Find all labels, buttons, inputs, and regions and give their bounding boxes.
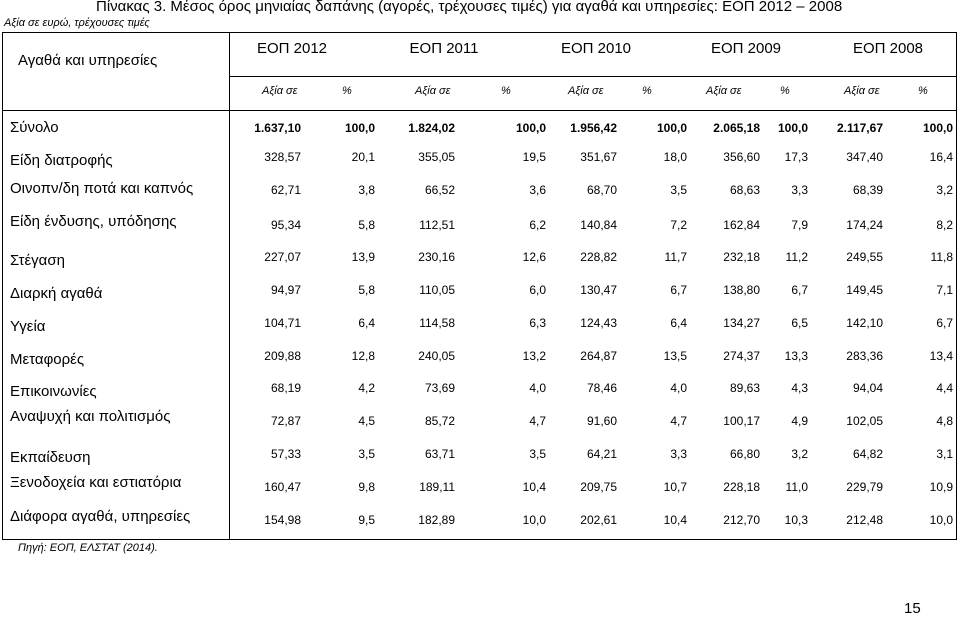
category-label: Αναψυχή και πολιτισμός bbox=[10, 408, 171, 425]
category-label: Επικοινωνίες bbox=[10, 383, 97, 400]
table-cell: 149,45 bbox=[846, 283, 883, 297]
total-cell: 1.637,10 bbox=[254, 121, 301, 135]
total-cell: 2.065,18 bbox=[713, 121, 760, 135]
table-cell: 64,21 bbox=[586, 447, 617, 461]
percent-subheader: % bbox=[342, 85, 352, 97]
table-cell: 13,3 bbox=[784, 349, 808, 363]
value-subheader: Αξία σε bbox=[415, 85, 451, 97]
total-cell: 100,0 bbox=[344, 121, 375, 135]
table-cell: 78,46 bbox=[586, 381, 617, 395]
table-cell: 283,36 bbox=[846, 349, 883, 363]
table-cell: 13,4 bbox=[929, 349, 953, 363]
table-cell: 72,87 bbox=[270, 414, 301, 428]
table-cell: 10,4 bbox=[663, 513, 687, 527]
table-cell: 6,7 bbox=[670, 283, 687, 297]
value-subheader: Αξία σε bbox=[568, 85, 604, 97]
table-cell: 3,1 bbox=[936, 447, 953, 461]
table-cell: 228,18 bbox=[723, 480, 760, 494]
table-cell: 13,9 bbox=[351, 250, 375, 264]
table-cell: 114,58 bbox=[419, 316, 455, 330]
category-label: Ξενοδοχεία και εστιατόρια bbox=[10, 474, 182, 491]
table-cell: 6,4 bbox=[670, 316, 687, 330]
table-cell: 240,05 bbox=[418, 349, 455, 363]
table-cell: 209,88 bbox=[264, 349, 301, 363]
table-cell: 142,10 bbox=[846, 316, 883, 330]
total-cell: 1.956,42 bbox=[570, 121, 617, 135]
table-cell: 3,2 bbox=[791, 447, 808, 461]
table-cell: 57,33 bbox=[270, 447, 301, 461]
table-cell: 4,5 bbox=[358, 414, 375, 428]
table-cell: 10,3 bbox=[784, 513, 808, 527]
table-cell: 9,5 bbox=[358, 513, 375, 527]
table-cell: 5,8 bbox=[358, 218, 375, 232]
table-cell: 95,34 bbox=[270, 218, 301, 232]
table-cell: 10,4 bbox=[522, 480, 546, 494]
table-cell: 8,2 bbox=[936, 218, 953, 232]
table-cell: 274,37 bbox=[723, 349, 760, 363]
table-cell: 351,67 bbox=[580, 150, 617, 164]
percent-subheader: % bbox=[780, 85, 790, 97]
table-cell: 209,75 bbox=[580, 480, 617, 494]
table-cell: 202,61 bbox=[580, 513, 617, 527]
table-cell: 18,0 bbox=[663, 150, 687, 164]
table-cell: 10,0 bbox=[522, 513, 546, 527]
year-header: ΕΟΠ 2012 bbox=[256, 40, 328, 57]
table-cell: 182,89 bbox=[418, 513, 455, 527]
table-cell: 134,27 bbox=[723, 316, 760, 330]
table-cell: 66,80 bbox=[729, 447, 760, 461]
category-label: Μεταφορές bbox=[10, 351, 85, 368]
table-cell: 11,2 bbox=[785, 250, 808, 264]
table-cell: 94,04 bbox=[852, 381, 883, 395]
table-cell: 6,4 bbox=[358, 316, 375, 330]
year-header: ΕΟΠ 2009 bbox=[710, 40, 782, 57]
table-cell: 3,3 bbox=[791, 183, 808, 197]
year-header: ΕΟΠ 2010 bbox=[560, 40, 632, 57]
table-cell: 6,7 bbox=[791, 283, 808, 297]
year-header: ΕΟΠ 2008 bbox=[852, 40, 924, 57]
table-cell: 264,87 bbox=[580, 349, 617, 363]
table-cell: 7,1 bbox=[936, 283, 953, 297]
table-cell: 3,6 bbox=[529, 183, 546, 197]
value-subheader: Αξία σε bbox=[262, 85, 298, 97]
table-cell: 68,39 bbox=[852, 183, 883, 197]
table-cell: 140,84 bbox=[580, 218, 617, 232]
table-cell: 3,5 bbox=[529, 447, 546, 461]
table-cell: 6,2 bbox=[529, 218, 546, 232]
category-label: Υγεία bbox=[10, 318, 46, 335]
value-subheader: Αξία σε bbox=[706, 85, 742, 97]
table-cell: 13,5 bbox=[663, 349, 687, 363]
table-cell: 124,43 bbox=[580, 316, 617, 330]
table-cell: 73,69 bbox=[424, 381, 455, 395]
table-cell: 7,9 bbox=[791, 218, 808, 232]
table-cell: 174,24 bbox=[846, 218, 883, 232]
table-title: Πίνακας 3. Μέσος όρος μηνιαίας δαπάνης (αγορές, τρέχουσες τιμές) για αγαθά και υπηρεσίες: ΕΟΠ 2012 – 2008 bbox=[96, 0, 843, 15]
table-cell: 3,5 bbox=[358, 447, 375, 461]
table-cell: 63,71 bbox=[424, 447, 455, 461]
table-cell: 154,98 bbox=[264, 513, 301, 527]
table-cell: 62,71 bbox=[270, 183, 301, 197]
table-cell: 11,8 bbox=[930, 250, 953, 264]
table-cell: 102,05 bbox=[846, 414, 883, 428]
table-cell: 130,47 bbox=[580, 283, 617, 297]
total-label: Σύνολο bbox=[10, 119, 59, 136]
table-cell: 227,07 bbox=[264, 250, 301, 264]
table-cell: 68,70 bbox=[586, 183, 617, 197]
category-label: Οινοπν/δη ποτά και καπνός bbox=[10, 180, 194, 197]
table-cell: 12,6 bbox=[522, 250, 546, 264]
table-cell: 347,40 bbox=[846, 150, 883, 164]
table-cell: 68,63 bbox=[729, 183, 760, 197]
category-label: Είδη ένδυσης, υπόδησης bbox=[10, 213, 177, 230]
year-header: ΕΟΠ 2011 bbox=[409, 40, 479, 57]
table-cell: 189,11 bbox=[419, 480, 455, 494]
table-cell: 4,0 bbox=[529, 381, 546, 395]
table-cell: 11,0 bbox=[785, 480, 808, 494]
table-cell: 100,17 bbox=[723, 414, 760, 428]
table-cell: 85,72 bbox=[424, 414, 455, 428]
table-cell: 3,5 bbox=[670, 183, 687, 197]
table-cell: 4,3 bbox=[791, 381, 808, 395]
table-cell: 19,5 bbox=[522, 150, 546, 164]
table-cell: 9,8 bbox=[358, 480, 375, 494]
category-label: Εκπαίδευση bbox=[10, 449, 91, 466]
table-cell: 10,0 bbox=[929, 513, 953, 527]
table-cell: 4,2 bbox=[358, 381, 375, 395]
percent-subheader: % bbox=[642, 85, 652, 97]
table-cell: 6,7 bbox=[936, 316, 953, 330]
table-cell: 3,8 bbox=[358, 183, 375, 197]
table-cell: 11,7 bbox=[664, 250, 687, 264]
table-cell: 13,2 bbox=[522, 349, 546, 363]
table-cell: 110,05 bbox=[419, 283, 455, 297]
table-cell: 6,5 bbox=[791, 316, 808, 330]
table-cell: 112,51 bbox=[419, 218, 455, 232]
table-cell: 328,57 bbox=[264, 150, 301, 164]
percent-subheader: % bbox=[918, 85, 928, 97]
category-label: Διαρκή αγαθά bbox=[10, 285, 103, 302]
table-cell: 68,19 bbox=[270, 381, 301, 395]
percent-subheader: % bbox=[501, 85, 511, 97]
table-cell: 4,7 bbox=[529, 414, 546, 428]
table-cell: 160,47 bbox=[264, 480, 301, 494]
table-cell: 64,82 bbox=[852, 447, 883, 461]
table-cell: 228,82 bbox=[580, 250, 617, 264]
total-cell: 2.117,67 bbox=[836, 121, 883, 135]
table-cell: 66,52 bbox=[424, 183, 455, 197]
table-cell: 104,71 bbox=[264, 316, 301, 330]
table-cell: 94,97 bbox=[270, 283, 301, 297]
table-cell: 249,55 bbox=[846, 250, 883, 264]
table-cell: 212,70 bbox=[723, 513, 760, 527]
category-label: Στέγαση bbox=[10, 252, 65, 269]
table-cell: 212,48 bbox=[846, 513, 883, 527]
table-cell: 20,1 bbox=[351, 150, 375, 164]
table-subtitle: Αξία σε ευρώ, τρέχουσες τιμές bbox=[4, 17, 150, 29]
row-header: Αγαθά και υπηρεσίες bbox=[18, 52, 158, 69]
value-subheader: Αξία σε bbox=[844, 85, 880, 97]
table-cell: 3,2 bbox=[936, 183, 953, 197]
table-cell: 4,9 bbox=[791, 414, 808, 428]
table-cell: 232,18 bbox=[723, 250, 760, 264]
total-cell: 100,0 bbox=[656, 121, 687, 135]
table-cell: 10,9 bbox=[929, 480, 953, 494]
table-cell: 356,60 bbox=[723, 150, 760, 164]
table-cell: 7,2 bbox=[670, 218, 687, 232]
table-cell: 17,3 bbox=[784, 150, 808, 164]
source-note: Πηγή: ΕΟΠ, ΕΛΣΤΑΤ (2014). bbox=[18, 542, 158, 554]
table-cell: 4,8 bbox=[936, 414, 953, 428]
total-cell: 100,0 bbox=[777, 121, 808, 135]
table-cell: 162,84 bbox=[723, 218, 760, 232]
table-cell: 4,4 bbox=[936, 381, 953, 395]
total-cell: 100,0 bbox=[515, 121, 546, 135]
table-cell: 16,4 bbox=[929, 150, 953, 164]
table-cell: 4,7 bbox=[670, 414, 687, 428]
category-label: Διάφορα αγαθά, υπηρεσίες bbox=[10, 508, 191, 525]
table-cell: 12,8 bbox=[351, 349, 375, 363]
table-cell: 5,8 bbox=[358, 283, 375, 297]
page-number: 15 bbox=[904, 600, 921, 617]
table-cell: 91,60 bbox=[586, 414, 617, 428]
table-cell: 230,16 bbox=[418, 250, 455, 264]
category-label: Είδη διατροφής bbox=[10, 152, 113, 169]
table-cell: 138,80 bbox=[723, 283, 760, 297]
table-cell: 6,3 bbox=[529, 316, 546, 330]
table-cell: 4,0 bbox=[670, 381, 687, 395]
total-cell: 1.824,02 bbox=[408, 121, 455, 135]
table-cell: 355,05 bbox=[418, 150, 455, 164]
table-cell: 89,63 bbox=[729, 381, 760, 395]
table-cell: 229,79 bbox=[846, 480, 883, 494]
total-cell: 100,0 bbox=[922, 121, 953, 135]
table-cell: 3,3 bbox=[670, 447, 687, 461]
table-cell: 6,0 bbox=[529, 283, 546, 297]
table-cell: 10,7 bbox=[663, 480, 687, 494]
